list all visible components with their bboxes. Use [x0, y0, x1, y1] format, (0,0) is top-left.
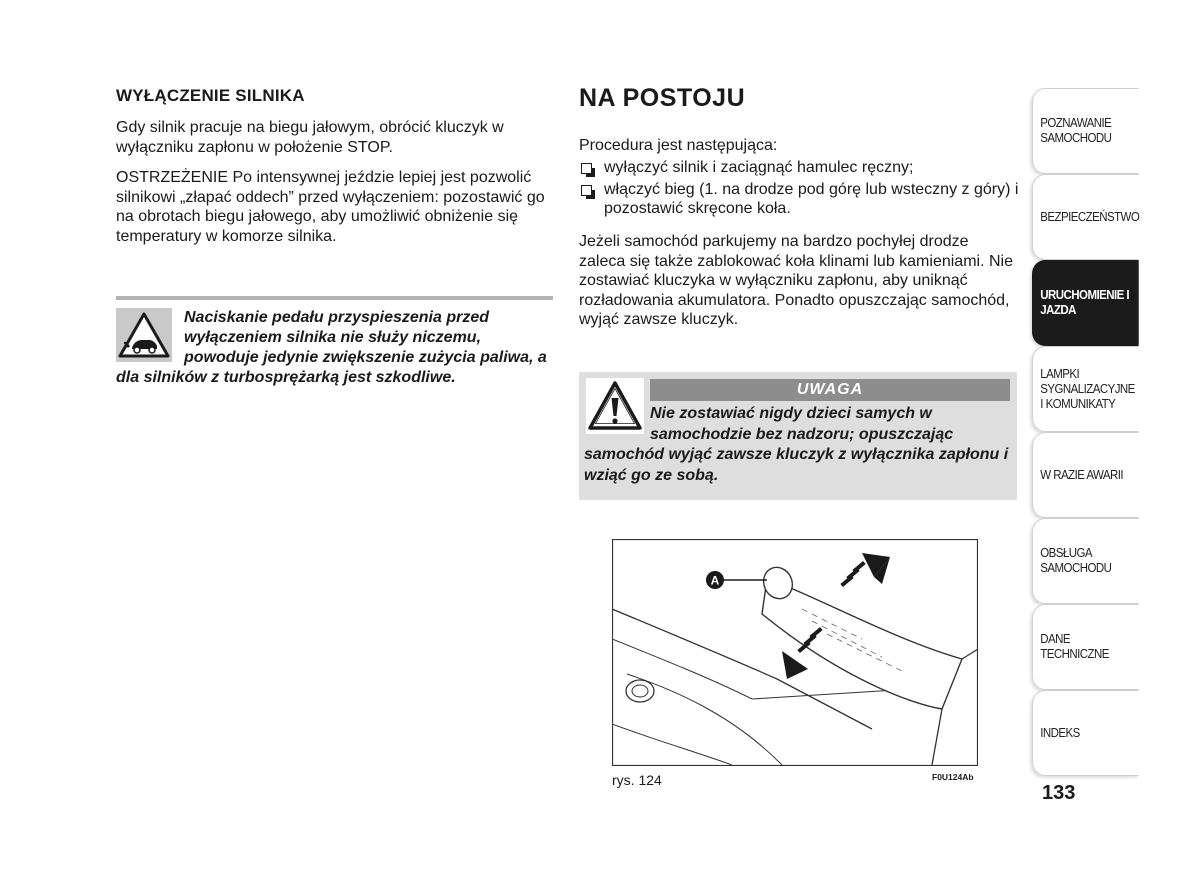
list-item: wyłączyć silnik i zaciągnąć hamulec ręczny; [579, 158, 1019, 178]
checkbox-bullet-icon [581, 185, 592, 196]
tab-bezpieczenstwo[interactable]: BEZPIECZEŃSTWO [1032, 174, 1139, 260]
warning-paragraph: OSTRZEŻENIE Po intensywnej jeździe lepiej jest pozwolić silnikowi „złapać oddech” przed wyłączeniem: pozostawić go na obrotach biegu jałowego, aby umożliwić obniżenie się temperatury w komorze silnika. [116, 169, 545, 245]
page-number: 133 [1042, 782, 1076, 804]
warning-title: UWAGA [650, 379, 1010, 401]
tab-w-razie-awarii[interactable]: W RAZIE AWARII [1032, 432, 1139, 518]
chapter-tabs [1032, 88, 1148, 776]
figure-code: F0U124Ab [932, 772, 974, 782]
list-item: włączyć bieg (1. na drodze pod górę lub wsteczny z góry) i pozostawić skręcone koła. [579, 180, 1019, 219]
tab-obsluga-samochodu[interactable]: OBSŁUGA SAMOCHODU [1032, 518, 1139, 604]
note-divider [116, 296, 553, 300]
handbrake-figure [612, 539, 978, 766]
tab-poznawanie-samochodu[interactable]: POZNAWANIE SAMOCHODU [1032, 88, 1139, 174]
checkbox-bullet-icon [581, 163, 592, 174]
parking-paragraph: Jeżeli samochód parkujemy na bardzo pochyłej drodze zaleca się także zablokować koła klinami lub kamieniami. Nie zostawiać kluczyka w wyłączniku zapłonu, aby uniknąć rozładowania akumulatora. Ponadto opuszczając samochód, wyjąć zawsze kluczyk. [579, 233, 1013, 328]
tab-lampki-sygnalizacyjne[interactable]: LAMPKI SYGNALIZACYJNE I KOMUNIKATY [1032, 346, 1139, 432]
environment-note: Naciskanie pedału przyspieszenia przed wyłączeniem silnika nie służy niczemu, powoduje jedynie zwiększenie zużycia paliwa, a dla silników z turbosprężarką jest szkodliwe. [116, 309, 547, 386]
tab-dane-techniczne[interactable]: DANE TECHNICZNE [1032, 604, 1139, 690]
section-heading-engine-off: WYŁĄCZENIE SILNIKA [116, 86, 305, 105]
figure-caption: rys. 124 [612, 772, 662, 788]
engine-off-paragraph: Gdy silnik pracuje na biegu jałowym, obrócić kluczyk w wyłączniku zapłonu w położenie STOP. [116, 119, 504, 156]
tab-indeks[interactable]: INDEKS [1032, 690, 1139, 776]
figure-callout-label: A [710, 573, 720, 588]
warning-text: Nie zostawiać nigdy dzieci samych w samochodzie bez nadzoru; opuszczając samochód wyjąć zawsze kluczyk z wyłącznika zapłonu i wziąć go ze sobą. [584, 405, 1009, 484]
procedure-list [579, 158, 1019, 221]
procedure-intro: Procedura jest następująca: [579, 137, 778, 154]
tab-uruchomienie-i-jazda[interactable]: URUCHOMIENIE I JAZDA [1032, 260, 1139, 346]
page-heading: NA POSTOJU [579, 84, 746, 112]
